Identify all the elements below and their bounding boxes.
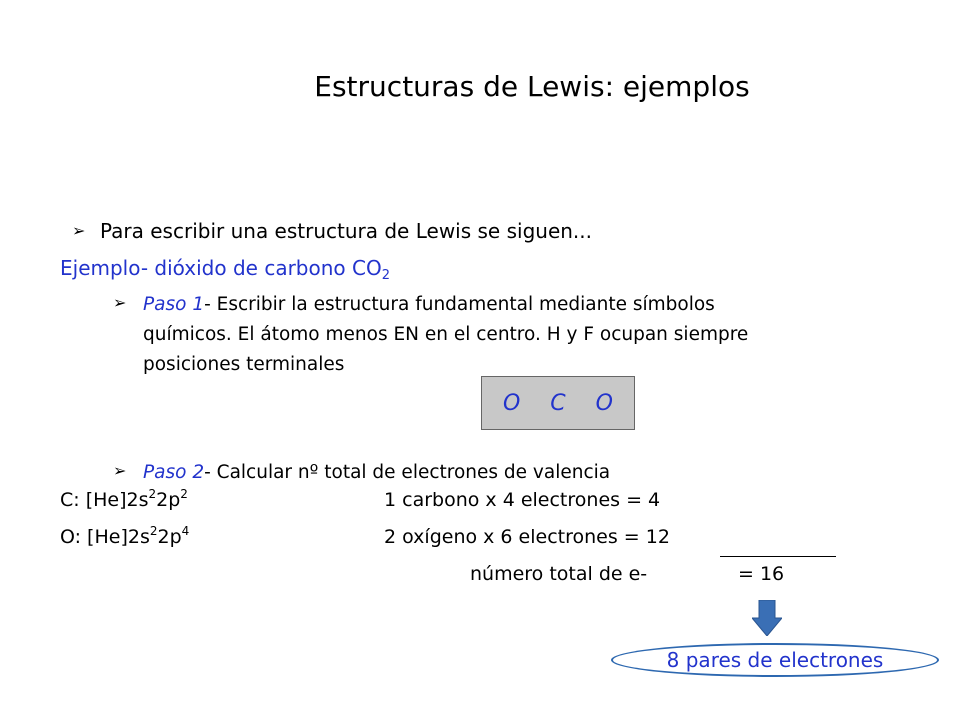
config-mid: 2p (157, 526, 182, 548)
step-1-label: Paso 1 (143, 294, 205, 315)
slide-title: Estructuras de Lewis: ejemplos (314, 70, 750, 103)
arrowhead-bullet-icon: ➢ (113, 461, 127, 480)
step-1-line-1: - Escribir la estructura fundamental mediante símbolos (204, 294, 715, 315)
oxygen-configuration (60, 526, 189, 548)
intro-text: Para escribir una estructura de Lewis se siguen... (100, 219, 592, 243)
config-superscript: 2 (180, 487, 188, 501)
config-mid: 2p (156, 489, 181, 511)
down-arrow-icon (752, 600, 782, 636)
arrowhead-bullet-icon: ➢ (72, 221, 86, 240)
example-heading (60, 256, 390, 283)
carbon-calculation: 1 carbono x 4 electrones = 4 (384, 489, 661, 511)
step-1-line-2: químicos. El átomo menos EN en el centro. H y F ocupan siempre (143, 324, 749, 345)
atom-oxygen-right: O (595, 390, 613, 416)
config-prefix: O: [He]2s (60, 526, 150, 548)
intro-bullet (72, 219, 592, 243)
config-superscript: 2 (149, 524, 158, 538)
skeleton-structure-box (481, 376, 635, 430)
atom-oxygen-left: O (502, 390, 521, 416)
total-label: número total de e- (470, 563, 648, 585)
step-2-text: - Calcular nº total de electrones de valencia (204, 462, 611, 483)
config-superscript: 2 (148, 487, 157, 501)
step-1-line-3: posiciones terminales (143, 354, 345, 375)
oxygen-calculation: 2 oxígeno x 6 electrones = 12 (384, 526, 670, 548)
electron-pairs-result: 8 pares de electrones (611, 643, 939, 677)
total-value: = 16 (738, 563, 785, 585)
carbon-configuration (60, 489, 188, 511)
example-subscript: 2 (381, 268, 390, 283)
config-superscript: 4 (181, 524, 190, 538)
atom-carbon: C (550, 390, 566, 416)
example-text: Ejemplo- dióxido de carbono CO (60, 256, 382, 280)
step-1 (113, 288, 883, 380)
config-prefix: C: [He]2s (60, 489, 149, 511)
sum-line (720, 556, 836, 557)
step-2 (113, 456, 610, 488)
arrowhead-bullet-icon: ➢ (113, 293, 127, 312)
step-2-label: Paso 2 (143, 462, 205, 483)
